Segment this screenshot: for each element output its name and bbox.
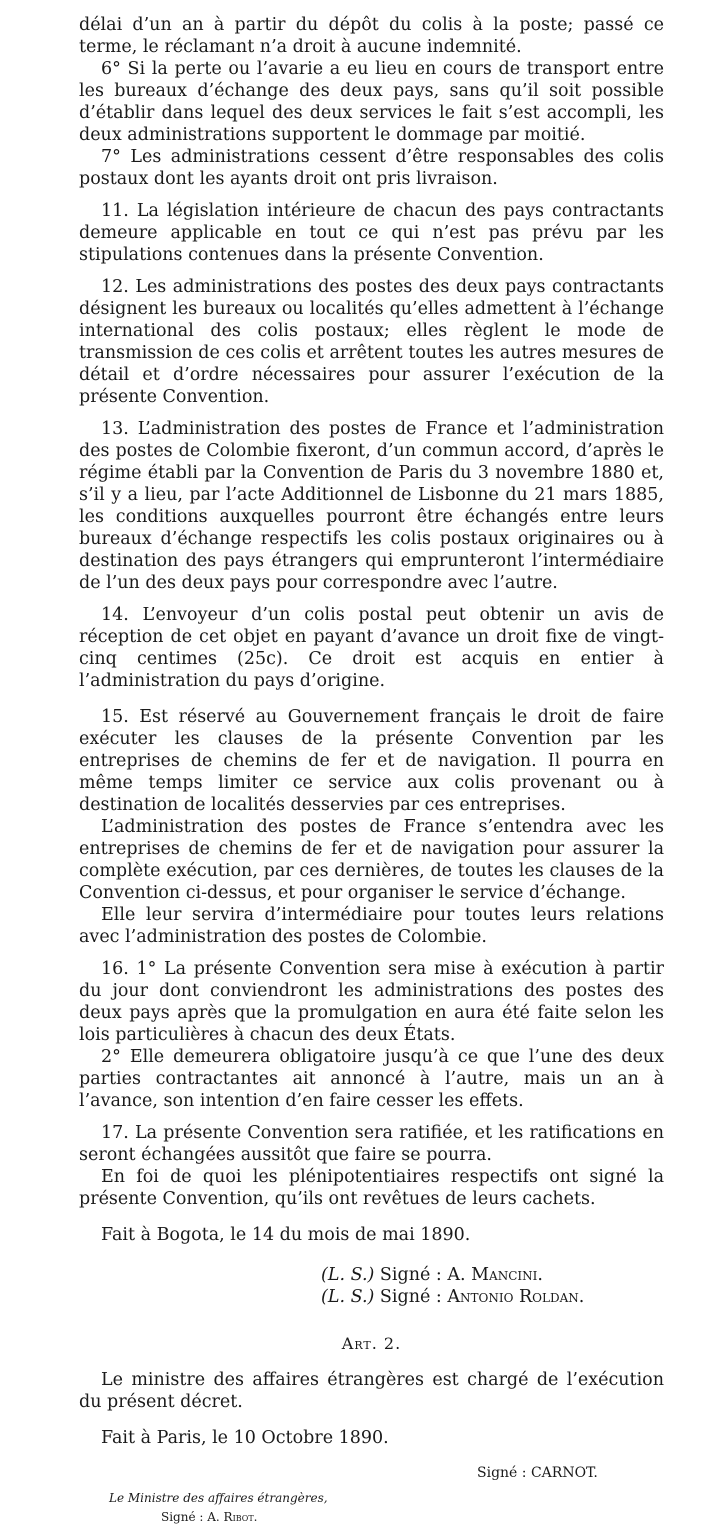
paragraph-art10-6: 6° Si la perte ou l’avarie a eu lieu en cours de transport entre les bureaux d’échange des deux pays, sans qu’il soit possible d’établir dans lequel des deux services le fait s’est accompli, les deux administrations supportent le dommage par moitié. — [79, 59, 664, 145]
paragraph-art10-5-end: délai d’un an à partir du dépôt du colis à la poste; passé ce terme, le réclamant n’a droit à aucune indemnité. — [79, 15, 664, 57]
paragraph-art17: 17. La présente Convention sera ratifiée, et les ratifications en seront échangées aussitôt que faire se pourra. — [79, 1123, 664, 1165]
signature-block — [79, 1264, 664, 1308]
signature-label: Signé : — [379, 1265, 442, 1285]
paragraph-art10-7: 7° Les administrations cessent d’être responsables des colis postaux dont les ayants droit ont pris livraison. — [79, 147, 664, 189]
paragraph-art16-1: 16. 1° La présente Convention sera mise à exécution à partir du jour dont conviendront les administrations des postes des deux pays après que la promulgation en aura été faite selon les lois particulières à chacun des deux États. — [79, 959, 664, 1045]
signatory-name: A. Ribot. — [207, 1510, 258, 1524]
paragraph-en-foi: En foi de quoi les plénipotentiaires respectifs ont signé la présente Convention, qu’ils ont revêtues de leurs cachets. — [79, 1167, 664, 1209]
signature-label: Signé : — [161, 1510, 204, 1524]
ribot-signature — [79, 1507, 664, 1527]
seal-mark: (L. S.) — [321, 1287, 375, 1307]
carnot-signature — [79, 1463, 664, 1483]
paragraph-art16-2: 2° Elle demeurera obligatoire jusqu’à ce que l’une des deux parties contractantes ait annoncé à l’autre, mais un an à l’avance, son intention d’en faire cesser les effets. — [79, 1047, 664, 1111]
date-paris: Fait à Paris, le 10 Octobre 1890. — [101, 1428, 389, 1448]
minister-line: Le Ministre des affaires étrangères, — [109, 1491, 328, 1505]
paragraph-art15-b: L’administration des postes de France s’entendra avec les entreprises de chemins de fer et de navigation pour assurer la complète exécution, par ces dernières, de toutes les clauses de la Convention ci-dessus, et pour organiser le service d’échange. — [79, 817, 664, 903]
paragraph-art15-c: Elle leur servira d’intermédiaire pour toutes leurs relations avec l’administration des postes de Colombie. — [79, 905, 664, 947]
signature-label: Signé : — [477, 1465, 527, 1481]
paragraph-art15: 15. Est réservé au Gouvernement français le droit de faire exécuter les clauses de la présente Convention par les entreprises de chemins de fer et de navigation. Il pourra en même temps limiter ce service aux colis provenant ou à destination de localités desservies par ces entreprises. — [79, 707, 664, 815]
paragraph-art12: 12. Les administrations des postes des deux pays contractants désignent les bureaux ou localités qu’elles admettent à l’échange international des colis postaux; elles règlent le mode de transmission de ces colis et arrêtent toutes les autres mesures de détail et d’ordre nécessaires pour assurer l’exécution de la présente Convention. — [79, 277, 664, 407]
paragraph-art11: 11. La législation intérieure de chacun des pays contractants demeure applicable en tout ce qui n’est pas prévu par les stipulations contenues dans la présente Convention. — [79, 201, 664, 265]
article-text: Le ministre des affaires étrangères est chargé de l’exécution du présent décret. — [79, 1370, 664, 1412]
seal-mark: (L. S.) — [321, 1265, 375, 1285]
paragraph-art14: 14. L’envoyeur d’un colis postal peut obtenir un avis de réception de cet objet en payant d’avance un droit fixe de vingt-cinq centimes (25c). Ce droit est acquis en entier à l’administration du pays d’origine. — [79, 605, 664, 691]
signature-line — [79, 1286, 664, 1308]
document-page — [79, 14, 664, 1527]
paragraph-art13: 13. L’administration des postes de France et l’administration des postes de Colombie fixeront, d’un commun accord, d’après le régime établi par la Convention de Paris du 3 novembre 1880 et, s’il y a lieu, par l’acte Additionnel de Lisbonne du 21 mars 1885, les conditions auxquelles pourront être échangés entre leurs bureaux d’échange respectifs les colis postaux originaires ou à destination des pays étrangers qui emprunteront l’intermédiaire de l’un des deux pays pour correspondre avec l’autre. — [79, 419, 664, 593]
signature-label: Signé : — [379, 1287, 442, 1307]
signature-line — [79, 1264, 664, 1286]
date-bogota: Fait à Bogota, le 14 du mois de mai 1890. — [101, 1225, 471, 1245]
signatory-name: A. Mancini. — [447, 1265, 543, 1285]
signatory-name: CARNOT. — [530, 1465, 598, 1481]
article-heading: Art. 2. — [341, 1334, 402, 1353]
signatory-name: Antonio Roldan. — [447, 1287, 585, 1307]
